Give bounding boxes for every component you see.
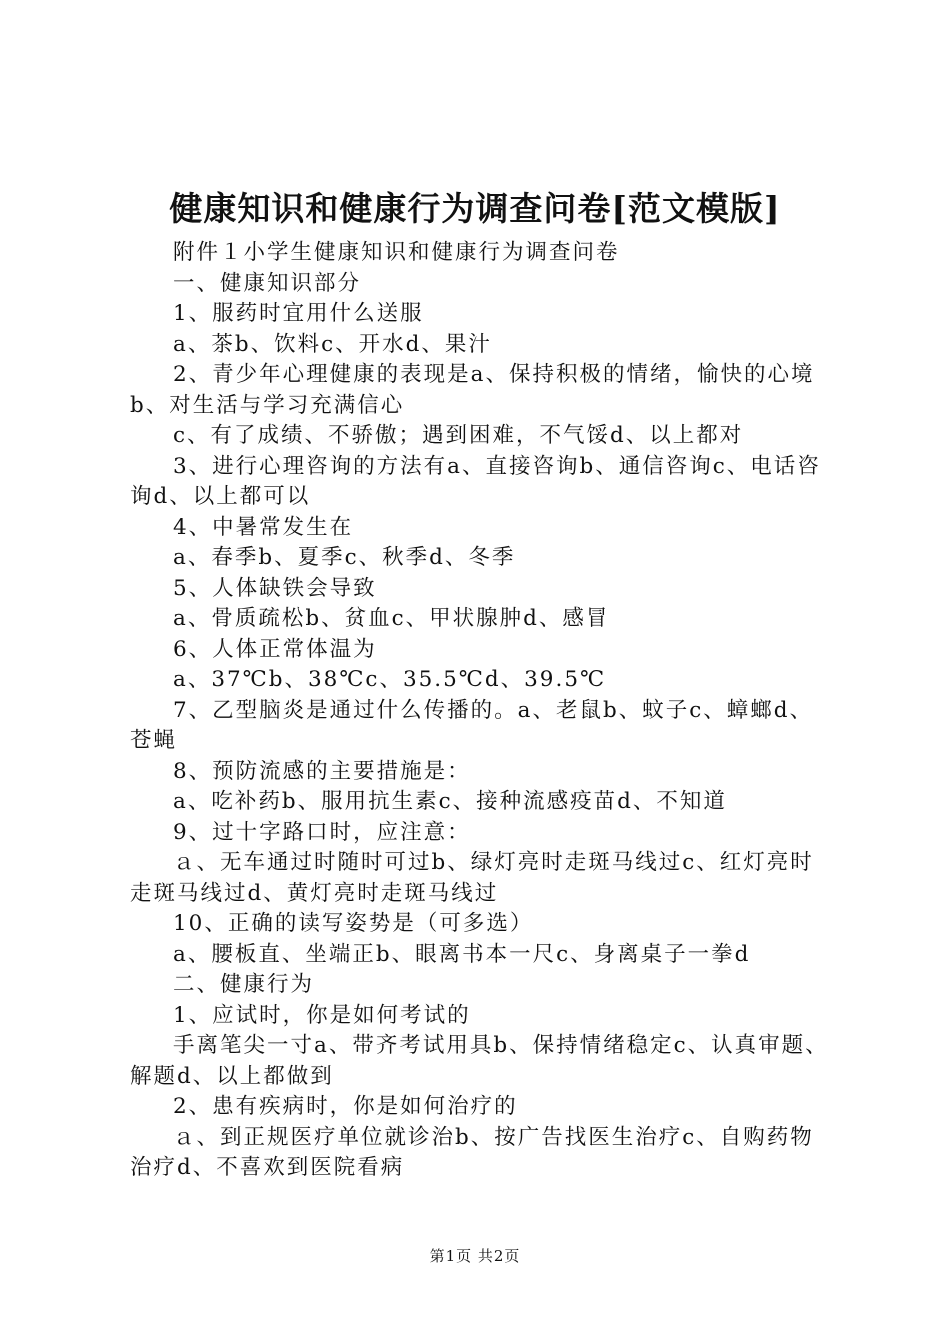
question: 8、预防流感的主要措施是： [173,758,471,784]
question: 10、正确的读写姿势是（可多选） [173,911,534,936]
paragraph: 附件１小学生健康知识和健康行为调查问卷 [173,240,620,265]
answer-options: a、吃补药b、服用抗生素c、接种流感疫苗d、不知道 [173,789,727,814]
answer-options: a、骨质疏松b、贫血c、甲状腺肿d、感冒 [173,606,610,631]
document-title: 健康知识和健康行为调查问卷[范文模版] [169,189,781,228]
question: 3、进行心理咨询的方法有a、直接咨询b、通信咨询c、电话咨询d、以上都可以 [130,453,821,509]
answer-options: 手离笔尖一寸a、带齐考试用具b、保持情绪稳定c、认真审题、解题d、以上都做到 [130,1033,829,1089]
section-heading: 一、健康知识部分 [173,270,362,296]
answer-options: ａ、无车通过时随时可过b、绿灯亮时走斑马线过c、红灯亮时走斑马线过d、黄灯亮时走斑马线过 [130,850,814,906]
question: 6、人体正常体温为 [173,636,377,662]
question: 9、过十字路口时，应注意： [173,819,471,845]
question: 4、中暑常发生在 [173,514,354,540]
question: 5、人体缺铁会导致 [173,575,377,601]
answer-options: c、有了成绩、不骄傲；遇到困难，不气馁d、以上都对 [173,423,744,448]
answer-options: a、茶b、饮料c、开水d、果汁 [173,331,492,357]
question: 7、乙型脑炎是通过什么传播的。a、老鼠b、蚊子c、蟑螂d、苍蝇 [130,697,814,753]
question: 1、服药时宜用什么送服 [173,301,424,326]
answer-options: ａ、到正规医疗单位就诊治b、按广告找医生治疗c、自购药物治疗d、不喜欢到医院看病 [130,1124,814,1180]
answer-options: a、37℃b、38℃c、35.5℃d、39.5℃ [173,667,607,692]
answer-options: a、腰板直、坐端正b、眼离书本一尺c、身离桌子一拳d [173,941,751,967]
question: 1、应试时，你是如何考试的 [173,1002,471,1028]
question: 2、患有疾病时，你是如何治疗的 [173,1094,518,1119]
page-footer: 第1页 共2页 [429,1247,521,1265]
question: 2、青少年心理健康的表现是a、保持积极的情绪，愉快的心境b、对生活与学习充满信心 [130,362,815,418]
answer-options: a、春季b、夏季c、秋季d、冬季 [173,545,516,570]
document-body [130,238,830,1184]
section-heading: 二、健康行为 [173,972,315,997]
